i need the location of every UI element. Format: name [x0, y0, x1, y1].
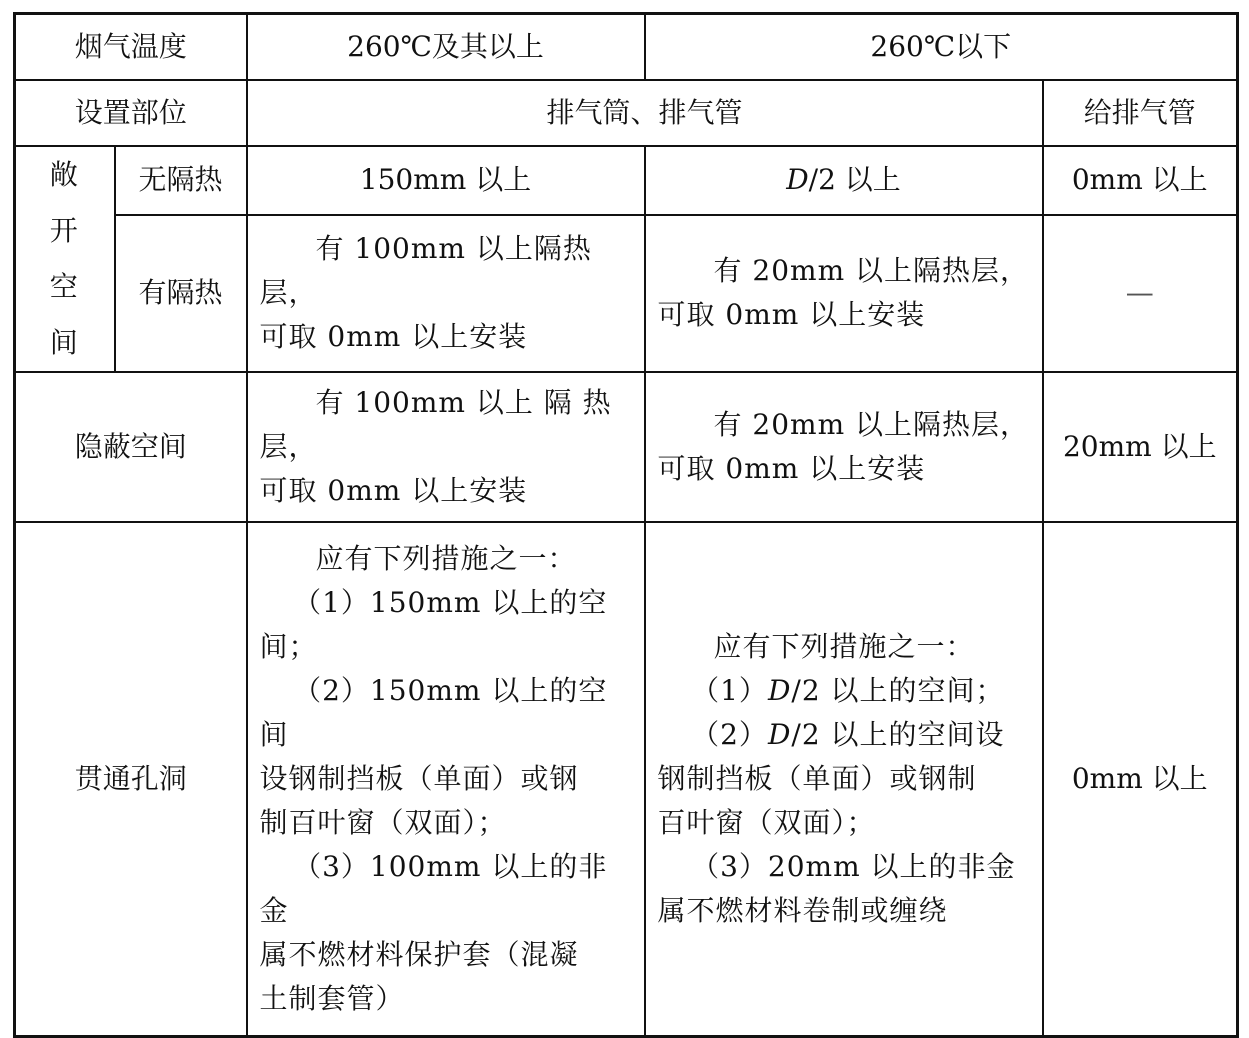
diameter-symbol: D [786, 163, 809, 197]
cell-fragment: （2） [691, 717, 768, 751]
through-hole-supply: 0mm 以上 [1043, 522, 1238, 1037]
cell-fragment: /2 以上的空间； [791, 673, 1005, 707]
table-row [15, 80, 1238, 146]
cell-line: （2）150mm 以上的空间 [259, 673, 608, 751]
cell-line: 有 20mm 以上隔热层， [713, 407, 1030, 441]
no-insulation-label: 无隔热 [115, 146, 247, 215]
supply-exhaust-pipe-label: 给排气管 [1043, 80, 1238, 146]
cell-line: 属不燃材料保护套（混凝 [259, 937, 579, 971]
cell-line: 制百叶窗（双面）； [259, 805, 507, 839]
exhaust-pipe-label: 排气筒、排气管 [247, 80, 1043, 146]
cell-line: 应有下列措施之一： [713, 629, 975, 663]
cell-line: 有 100mm 以上 隔 热层， [259, 385, 612, 463]
temp-above-260: 260℃及其以上 [247, 14, 645, 80]
cell-line [658, 713, 1032, 757]
cell-line: 可取 0mm 以上安装 [657, 298, 926, 332]
cell-fragment: /2 以上的空间设 [791, 717, 1005, 751]
cell-line: 土制套管） [259, 981, 405, 1015]
concealed-supply: 20mm 以上 [1043, 372, 1238, 522]
diameter-symbol: D [767, 717, 792, 751]
temp-below-260: 260℃以下 [645, 14, 1238, 80]
with-insulation-label: 有隔热 [115, 215, 247, 372]
cell-line: 百叶窗（双面）； [657, 805, 876, 839]
header-installation-location: 设置部位 [15, 80, 247, 146]
with-insulation-below-260 [645, 215, 1043, 372]
cell-line: 可取 0mm 以上安装 [259, 473, 528, 507]
with-insulation-supply: — [1043, 215, 1238, 372]
table-row [15, 215, 1238, 372]
cell-line: 可取 0mm 以上安装 [657, 451, 926, 485]
table-row [15, 522, 1238, 1037]
table-row [15, 146, 1238, 215]
concealed-above-260 [247, 372, 645, 522]
cell-line: 可取 0mm 以上安装 [259, 320, 528, 354]
table-row [15, 14, 1238, 80]
open-space-text: 敞开空间 [49, 157, 80, 359]
no-insulation-supply: 0mm 以上 [1043, 146, 1238, 215]
cell-line: 应有下列措施之一： [315, 541, 577, 575]
cell-line: 设钢制挡板（单面）或钢 [259, 761, 579, 795]
no-insulation-above-260: 150mm 以上 [247, 146, 645, 215]
diameter-symbol: D [767, 673, 792, 707]
cell-fragment: （1） [691, 673, 768, 707]
through-hole-above-260 [247, 522, 645, 1037]
through-hole-label: 贯通孔洞 [15, 522, 247, 1037]
cell-line: 有 100mm 以上隔热层， [259, 232, 592, 310]
cell-line: （3）100mm 以上的非金 [259, 849, 608, 927]
no-insulation-below-260 [645, 146, 1043, 215]
cell-line: （3）20mm 以上的非金 [691, 849, 1016, 883]
cell-line: 有 20mm 以上隔热层， [713, 254, 1030, 288]
with-insulation-above-260 [247, 215, 645, 372]
diameter-rest: /2 以上 [808, 163, 901, 197]
table-row [15, 372, 1238, 522]
spec-table [13, 12, 1239, 1038]
cell-line: 属不燃材料卷制或缠绕 [657, 893, 948, 927]
concealed-space-label: 隐蔽空间 [15, 372, 247, 522]
open-space-label [15, 146, 115, 372]
cell-line: （1）150mm 以上的空间； [259, 585, 608, 663]
cell-line: 钢制挡板（单面）或钢制 [657, 761, 977, 795]
concealed-below-260 [645, 372, 1043, 522]
through-hole-below-260 [645, 522, 1043, 1037]
cell-line [658, 669, 1032, 713]
header-flue-gas-temperature: 烟气温度 [15, 14, 247, 80]
